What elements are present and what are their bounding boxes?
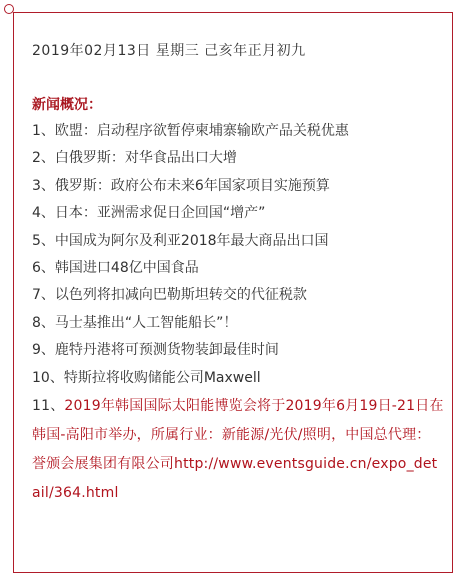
news-text: 鹿特丹港将可预测货物装卸最佳时间 [54, 342, 279, 359]
news-item [32, 173, 444, 199]
news-index: 6、 [32, 259, 55, 276]
news-text: 韩国进口48亿中国食品 [54, 259, 199, 276]
news-index: 9、 [32, 342, 55, 359]
news-item [32, 145, 444, 171]
news-text: 白俄罗斯：对华食品出口大增 [54, 150, 237, 167]
news-text: 欧盟：启动程序欲暂停柬埔寨输欧产品关税优惠 [54, 123, 349, 139]
news-item [32, 200, 444, 226]
section-title: 新闻概况： [32, 97, 102, 113]
news-item-highlight [32, 392, 444, 508]
news-text: 马士基推出“人工智能船长”！ [54, 314, 238, 331]
news-index: 7、 [32, 287, 55, 304]
news-item [32, 310, 444, 336]
article-body [32, 37, 444, 509]
news-text: 中国成为阿尔及利亚2018年最大商品出口国 [54, 232, 329, 249]
news-text: 特斯拉将收购储能公司Maxwell [63, 369, 261, 386]
news-index: 8、 [32, 314, 55, 331]
news-item [32, 118, 444, 144]
news-item [32, 365, 444, 391]
corner-circle-icon [4, 4, 14, 14]
news-text: 以色列将扣减向巴勒斯坦转交的代征税款 [54, 287, 307, 304]
news-index: 11、 [32, 397, 65, 414]
date-line: 2019年02月13日 星期三 己亥年正月初九 [32, 43, 306, 59]
news-item [32, 337, 444, 363]
news-item [32, 282, 444, 308]
news-index: 2、 [32, 150, 55, 167]
news-item [32, 228, 444, 254]
news-item [32, 255, 444, 281]
news-index: 4、 [32, 205, 55, 222]
news-text: 日本：亚洲需求促日企回国“增产” [54, 205, 266, 222]
news-index: 10、 [32, 369, 64, 386]
news-index: 3、 [32, 177, 55, 194]
expo-announcement-text: 2019年韩国国际太阳能博览会将于2019年6月19日-21日在韩国-高阳市举办，所属行业：新能源/光伏/照明，中国总代理：誉颁会展集团有限公司http://www.eventsguide.cn/expo_detail/364.html [32, 397, 444, 501]
news-text: 俄罗斯：政府公布未来6年国家项目实施预算 [54, 177, 330, 194]
news-index: 1、 [32, 123, 55, 139]
news-list [32, 118, 444, 508]
news-index: 5、 [32, 232, 55, 249]
